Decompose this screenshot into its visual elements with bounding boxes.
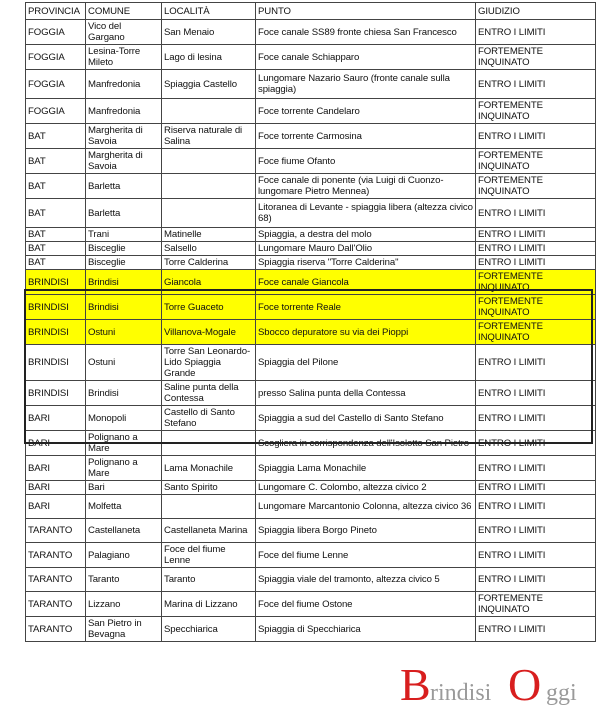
cell-giudizio: ENTRO I LIMITI [476, 20, 596, 45]
cell-comune: Bisceglie [86, 256, 162, 270]
cell-giudizio: FORTEMENTE INQUINATO [476, 45, 596, 70]
cell-localita: Matinelle [162, 228, 256, 242]
cell-punto: Lungomare Marcantonio Colonna, altezza civico 36 [256, 495, 476, 519]
cell-comune: Margherita di Savoia [86, 124, 162, 149]
cell-localita [162, 99, 256, 124]
logo-word-ggi: ggi [546, 680, 577, 706]
cell-localita: Santo Spirito [162, 481, 256, 495]
cell-provincia: BAT [26, 199, 86, 228]
cell-localita [162, 174, 256, 199]
cell-punto: Spiaggia riserva "Torre Calderina" [256, 256, 476, 270]
cell-giudizio: FORTEMENTE INQUINATO [476, 99, 596, 124]
table-row [26, 617, 596, 642]
cell-giudizio: ENTRO I LIMITI [476, 242, 596, 256]
cell-giudizio: ENTRO I LIMITI [476, 456, 596, 481]
cell-provincia: BARI [26, 495, 86, 519]
header-localita: LOCALITÀ [162, 3, 256, 20]
cell-provincia: BARI [26, 431, 86, 456]
cell-localita: Castello di Santo Stefano [162, 406, 256, 431]
cell-punto: Foce canale Giancola [256, 270, 476, 295]
cell-provincia: BARI [26, 481, 86, 495]
cell-giudizio: ENTRO I LIMITI [476, 495, 596, 519]
cell-giudizio: FORTEMENTE INQUINATO [476, 295, 596, 320]
logo-letter-o: O [508, 659, 542, 708]
cell-punto: Foce torrente Candelaro [256, 99, 476, 124]
cell-comune: Bari [86, 481, 162, 495]
table-row [26, 543, 596, 568]
cell-punto: Foce del fiume Ostone [256, 592, 476, 617]
cell-giudizio: ENTRO I LIMITI [476, 543, 596, 568]
cell-punto: Spiaggia di Specchiarica [256, 617, 476, 642]
cell-punto: presso Salina punta della Contessa [256, 381, 476, 406]
cell-localita: Lama Monachile [162, 456, 256, 481]
cell-localita: San Menaio [162, 20, 256, 45]
table-row [26, 256, 596, 270]
cell-punto: Spiaggia, a destra del molo [256, 228, 476, 242]
cell-comune: Brindisi [86, 295, 162, 320]
table-row [26, 270, 596, 295]
cell-comune: Polignano a Mare [86, 431, 162, 456]
cell-provincia: BAT [26, 149, 86, 174]
cell-punto: Scogliera in corrispondenza dell'Isolotto San Pietro [256, 431, 476, 456]
table-row [26, 124, 596, 149]
cell-punto: Foce fiume Ofanto [256, 149, 476, 174]
cell-provincia: BRINDISI [26, 320, 86, 345]
cell-provincia: FOGGIA [26, 45, 86, 70]
cell-giudizio: ENTRO I LIMITI [476, 256, 596, 270]
cell-localita: Torre Guaceto [162, 295, 256, 320]
cell-punto: Foce torrente Carmosina [256, 124, 476, 149]
table-header-row [26, 3, 596, 20]
cell-punto: Spiaggia viale del tramonto, altezza civico 5 [256, 568, 476, 592]
cell-provincia: TARANTO [26, 568, 86, 592]
table-row [26, 519, 596, 543]
cell-comune: Barletta [86, 199, 162, 228]
cell-provincia: TARANTO [26, 617, 86, 642]
cell-comune: Margherita di Savoia [86, 149, 162, 174]
cell-punto: Spiaggia Lama Monachile [256, 456, 476, 481]
table-row [26, 295, 596, 320]
cell-provincia: BRINDISI [26, 270, 86, 295]
header-provincia: PROVINCIA [26, 3, 86, 20]
cell-giudizio: ENTRO I LIMITI [476, 228, 596, 242]
cell-provincia: FOGGIA [26, 20, 86, 45]
header-punto: PUNTO [256, 3, 476, 20]
table-wrapper [25, 2, 595, 642]
cell-localita [162, 431, 256, 456]
cell-punto: Foce canale Schiapparo [256, 45, 476, 70]
cell-punto: Spiaggia del Pilone [256, 345, 476, 381]
cell-comune: Bisceglie [86, 242, 162, 256]
table-row [26, 20, 596, 45]
cell-localita: Lago di lesina [162, 45, 256, 70]
cell-punto: Lungomare Mauro Dall'Olio [256, 242, 476, 256]
table-row [26, 228, 596, 242]
cell-localita: Torre San Leonardo- Lido Spiaggia Grande [162, 345, 256, 381]
cell-punto: Sbocco depuratore su via dei Pioppi [256, 320, 476, 345]
table-row [26, 381, 596, 406]
cell-provincia: BRINDISI [26, 345, 86, 381]
cell-giudizio: FORTEMENTE INQUINATO [476, 149, 596, 174]
cell-giudizio: ENTRO I LIMITI [476, 124, 596, 149]
cell-giudizio: FORTEMENTE INQUINATO [476, 320, 596, 345]
cell-provincia: BAT [26, 242, 86, 256]
table-row [26, 495, 596, 519]
cell-comune: Monopoli [86, 406, 162, 431]
cell-comune: Barletta [86, 174, 162, 199]
cell-provincia: BAT [26, 124, 86, 149]
cell-provincia: BRINDISI [26, 381, 86, 406]
cell-punto: Foce del fiume Lenne [256, 543, 476, 568]
cell-provincia: BRINDISI [26, 295, 86, 320]
cell-provincia: BARI [26, 456, 86, 481]
cell-provincia: TARANTO [26, 543, 86, 568]
table-row [26, 174, 596, 199]
cell-giudizio: ENTRO I LIMITI [476, 481, 596, 495]
cell-giudizio: ENTRO I LIMITI [476, 431, 596, 456]
table-row [26, 199, 596, 228]
cell-provincia: TARANTO [26, 519, 86, 543]
cell-punto: Foce canale SS89 fronte chiesa San Francesco [256, 20, 476, 45]
cell-comune: Vico del Gargano [86, 20, 162, 45]
beach-water-quality-table [25, 2, 596, 642]
cell-localita: Giancola [162, 270, 256, 295]
cell-comune: Lizzano [86, 592, 162, 617]
cell-giudizio: ENTRO I LIMITI [476, 345, 596, 381]
table-row [26, 320, 596, 345]
cell-localita: Specchiarica [162, 617, 256, 642]
table-row [26, 242, 596, 256]
brindisioggi-logo [400, 656, 596, 708]
cell-localita: Salsello [162, 242, 256, 256]
logo-letter-b: B [400, 659, 431, 708]
table-row [26, 592, 596, 617]
table-row [26, 99, 596, 124]
cell-punto: Litoranea di Levante - spiaggia libera (altezza civico 68) [256, 199, 476, 228]
cell-comune: Manfredonia [86, 70, 162, 99]
cell-comune: Ostuni [86, 345, 162, 381]
cell-comune: Trani [86, 228, 162, 242]
table-row [26, 431, 596, 456]
cell-comune: Polignano a Mare [86, 456, 162, 481]
table-row [26, 45, 596, 70]
cell-comune: San Pietro in Bevagna [86, 617, 162, 642]
cell-localita: Foce del fiume Lenne [162, 543, 256, 568]
cell-giudizio: FORTEMENTE INQUINATO [476, 270, 596, 295]
cell-provincia: BAT [26, 174, 86, 199]
cell-comune: Ostuni [86, 320, 162, 345]
table-row [26, 149, 596, 174]
cell-punto: Foce canale di ponente (via Luigi di Cuonzo-lungomare Pietro Mennea) [256, 174, 476, 199]
cell-comune: Manfredonia [86, 99, 162, 124]
cell-comune: Taranto [86, 568, 162, 592]
cell-localita [162, 199, 256, 228]
cell-giudizio: ENTRO I LIMITI [476, 381, 596, 406]
cell-giudizio: FORTEMENTE INQUINATO [476, 174, 596, 199]
cell-giudizio: ENTRO I LIMITI [476, 617, 596, 642]
table-row [26, 345, 596, 381]
table-row [26, 568, 596, 592]
cell-giudizio: ENTRO I LIMITI [476, 519, 596, 543]
cell-comune: Brindisi [86, 381, 162, 406]
cell-localita: Marina di Lizzano [162, 592, 256, 617]
cell-comune: Castellaneta [86, 519, 162, 543]
cell-localita: Taranto [162, 568, 256, 592]
header-giudizio: GIUDIZIO [476, 3, 596, 20]
cell-giudizio: ENTRO I LIMITI [476, 199, 596, 228]
cell-comune: Brindisi [86, 270, 162, 295]
cell-provincia: BARI [26, 406, 86, 431]
cell-provincia: FOGGIA [26, 99, 86, 124]
cell-localita: Saline punta della Contessa [162, 381, 256, 406]
cell-provincia: FOGGIA [26, 70, 86, 99]
cell-giudizio: ENTRO I LIMITI [476, 568, 596, 592]
cell-giudizio: FORTEMENTE INQUINATO [476, 592, 596, 617]
cell-giudizio: ENTRO I LIMITI [476, 70, 596, 99]
cell-provincia: BAT [26, 256, 86, 270]
cell-comune: Molfetta [86, 495, 162, 519]
cell-punto: Lungomare Nazario Sauro (fronte canale sulla spiaggia) [256, 70, 476, 99]
cell-punto: Foce torrente Reale [256, 295, 476, 320]
table-row [26, 456, 596, 481]
cell-localita [162, 495, 256, 519]
cell-localita: Castellaneta Marina [162, 519, 256, 543]
cell-comune: Lesina-Torre Mileto [86, 45, 162, 70]
table-row [26, 406, 596, 431]
table-row [26, 70, 596, 99]
cell-provincia: TARANTO [26, 592, 86, 617]
cell-punto: Lungomare C. Colombo, altezza civico 2 [256, 481, 476, 495]
header-comune: COMUNE [86, 3, 162, 20]
cell-comune: Palagiano [86, 543, 162, 568]
cell-localita: Villanova-Mogale [162, 320, 256, 345]
logo-word-rindisi: rindisi [430, 680, 492, 706]
cell-punto: Spiaggia libera Borgo Pineto [256, 519, 476, 543]
table-row [26, 481, 596, 495]
cell-localita [162, 149, 256, 174]
cell-localita: Torre Calderina [162, 256, 256, 270]
cell-localita: Riserva naturale di Salina [162, 124, 256, 149]
cell-punto: Spiaggia a sud del Castello di Santo Stefano [256, 406, 476, 431]
cell-provincia: BAT [26, 228, 86, 242]
cell-localita: Spiaggia Castello [162, 70, 256, 99]
table-body [26, 20, 596, 642]
cell-giudizio: ENTRO I LIMITI [476, 406, 596, 431]
